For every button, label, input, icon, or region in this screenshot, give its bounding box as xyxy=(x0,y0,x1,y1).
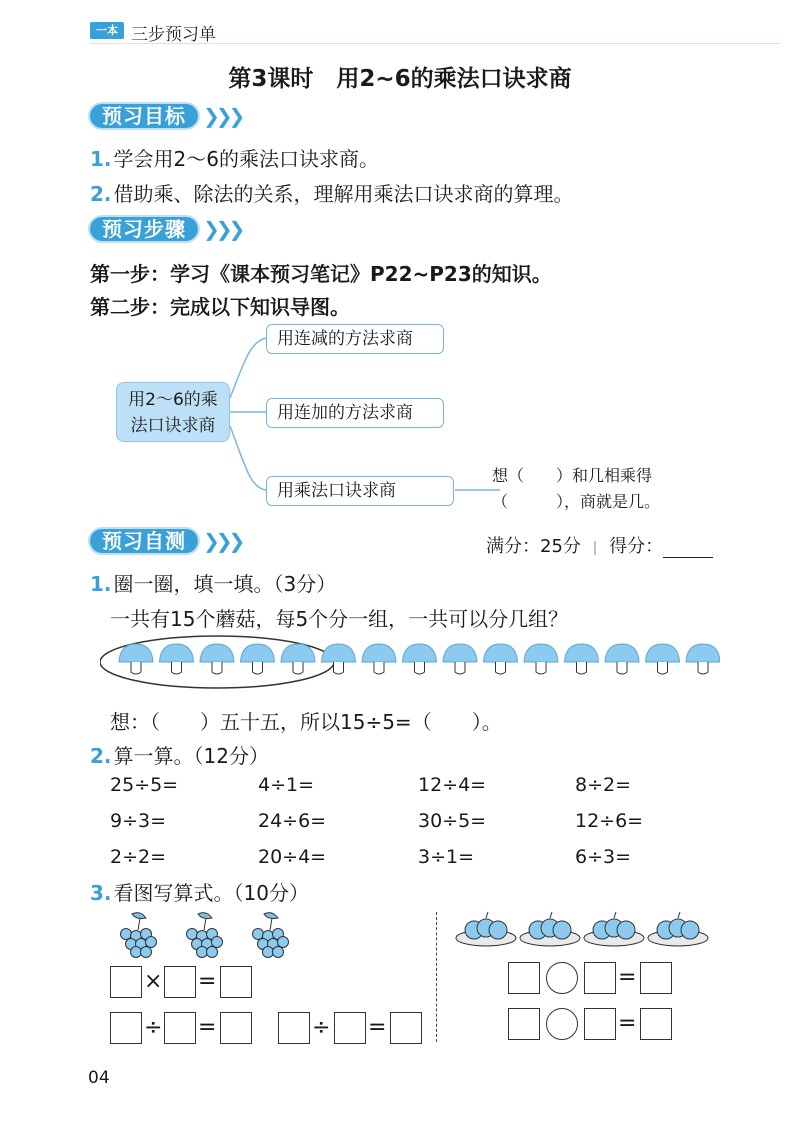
q1-question: 一共有15个蘑菇，每5个分一组，一共可以分几组？ xyxy=(110,607,569,631)
step-one: 第一步：学习《课本预习笔记》P22~P23的知识。 xyxy=(90,262,552,286)
q1-title: 1. 圈一圈，填一填。（3分） xyxy=(90,572,337,596)
operator-circle[interactable] xyxy=(546,962,578,994)
mindmap-center: 用2～6的乘 法口诀求商 xyxy=(116,382,230,442)
divide-sign: ÷ xyxy=(144,1015,163,1040)
answer-box[interactable] xyxy=(110,1012,142,1044)
mushroom-icon xyxy=(443,644,477,674)
operator-circle[interactable] xyxy=(546,1008,578,1040)
calc-item: 6÷3= xyxy=(575,846,632,868)
full-score: 满分：25分 xyxy=(486,536,581,557)
answer-box[interactable] xyxy=(508,1008,540,1040)
score-blank[interactable] xyxy=(663,539,713,558)
calc-item: 20÷4= xyxy=(258,846,327,868)
section-steps-label: 预习步骤 xyxy=(90,217,198,241)
answer-box[interactable] xyxy=(220,1012,252,1044)
chevron-right-icon: ❯❯❯ xyxy=(203,104,242,128)
answer-box[interactable] xyxy=(334,1012,366,1044)
mushroom-icon xyxy=(160,644,194,674)
divide-sign: ÷ xyxy=(312,1015,331,1040)
mushroom-icon xyxy=(646,644,680,674)
goal-item: 2. 借助乘、除法的关系，理解用乘法口诀求商的算理。 xyxy=(90,182,574,206)
step-two: 第二步：完成以下知识导图。 xyxy=(90,295,350,319)
mushroom-icon xyxy=(403,644,437,674)
equals-sign: = xyxy=(618,965,637,990)
q3-title: 3. 看图写算式。（10分） xyxy=(90,881,309,905)
q1-think: 想：（ ）五十五，所以15÷5=（ ）。 xyxy=(110,710,502,734)
equals-sign: = xyxy=(618,1011,637,1036)
calc-item: 12÷4= xyxy=(418,774,487,796)
equals-sign: = xyxy=(368,1015,387,1040)
dashed-divider xyxy=(436,912,437,1042)
section-test-label: 预习自测 xyxy=(90,529,198,553)
mindmap-branch: 用连加的方法求商 xyxy=(266,398,444,428)
times-sign: × xyxy=(144,969,163,994)
mindmap-think-line: （ ），商就是几。 xyxy=(492,492,661,511)
mushroom-icon xyxy=(241,644,275,674)
answer-box[interactable] xyxy=(164,1012,196,1044)
plates-picture xyxy=(452,908,722,952)
mushroom-icon xyxy=(565,644,599,674)
answer-box[interactable] xyxy=(584,1008,616,1040)
mindmap-think-line: 想（ ）和几相乘得 xyxy=(492,466,653,485)
answer-box[interactable] xyxy=(110,966,142,998)
answer-box[interactable] xyxy=(220,966,252,998)
apple-plate-icon xyxy=(456,912,516,946)
mushroom-icon xyxy=(686,644,720,674)
series-title: 三步预习单 xyxy=(131,25,216,45)
chevron-right-icon: ❯❯❯ xyxy=(203,529,242,553)
calc-item: 8÷2= xyxy=(575,774,632,796)
grape-bunch-icon xyxy=(121,913,157,958)
mushroom-icon xyxy=(119,644,153,674)
chevron-right-icon: ❯❯❯ xyxy=(203,217,242,241)
calc-item: 4÷1= xyxy=(258,774,315,796)
goal-item: 1. 学会用2～6的乘法口诀求商。 xyxy=(90,147,379,171)
mushroom-icon xyxy=(605,644,639,674)
answer-box[interactable] xyxy=(640,962,672,994)
calc-item: 2÷2= xyxy=(110,846,167,868)
answer-box[interactable] xyxy=(640,1008,672,1040)
apple-plate-icon xyxy=(520,912,580,946)
mushroom-icon xyxy=(322,644,356,674)
mindmap-branch: 用连减的方法求商 xyxy=(266,324,444,354)
score-area xyxy=(486,532,713,558)
calc-item: 24÷6= xyxy=(258,810,327,832)
brand-logo: 一本 xyxy=(90,22,124,39)
mushroom-icon xyxy=(362,644,396,674)
lesson-title: 第3课时 用2~6的乘法口诀求商 xyxy=(228,66,572,92)
answer-box[interactable] xyxy=(164,966,196,998)
calc-item: 30÷5= xyxy=(418,810,487,832)
calc-item: 25÷5= xyxy=(110,774,179,796)
mindmap-branch: 用乘法口诀求商 xyxy=(266,476,454,506)
answer-box[interactable] xyxy=(508,962,540,994)
page-number: 04 xyxy=(88,1068,110,1088)
calc-item: 12÷6= xyxy=(575,810,644,832)
answer-box[interactable] xyxy=(390,1012,422,1044)
answer-box[interactable] xyxy=(584,962,616,994)
equals-sign: = xyxy=(198,969,217,994)
grape-bunch-icon xyxy=(253,913,289,958)
score-label: 得分： xyxy=(609,536,664,557)
q2-title: 2. 算一算。（12分） xyxy=(90,744,269,768)
answer-box[interactable] xyxy=(278,1012,310,1044)
grape-bunch-icon xyxy=(187,913,223,958)
score-separator: | xyxy=(592,540,598,556)
mushroom-icon xyxy=(200,644,234,674)
apple-plate-icon xyxy=(648,912,708,946)
mushroom-icon xyxy=(281,644,315,674)
section-goals-label: 预习目标 xyxy=(90,104,198,128)
calc-item: 9÷3= xyxy=(110,810,167,832)
grapes-picture xyxy=(110,908,310,960)
section-test xyxy=(90,525,241,557)
calc-item: 3÷1= xyxy=(418,846,475,868)
apple-plate-icon xyxy=(584,912,644,946)
mushroom-icon xyxy=(484,644,518,674)
mushroom-icon xyxy=(524,644,558,674)
mushroom-row xyxy=(100,630,720,692)
equals-sign: = xyxy=(198,1015,217,1040)
